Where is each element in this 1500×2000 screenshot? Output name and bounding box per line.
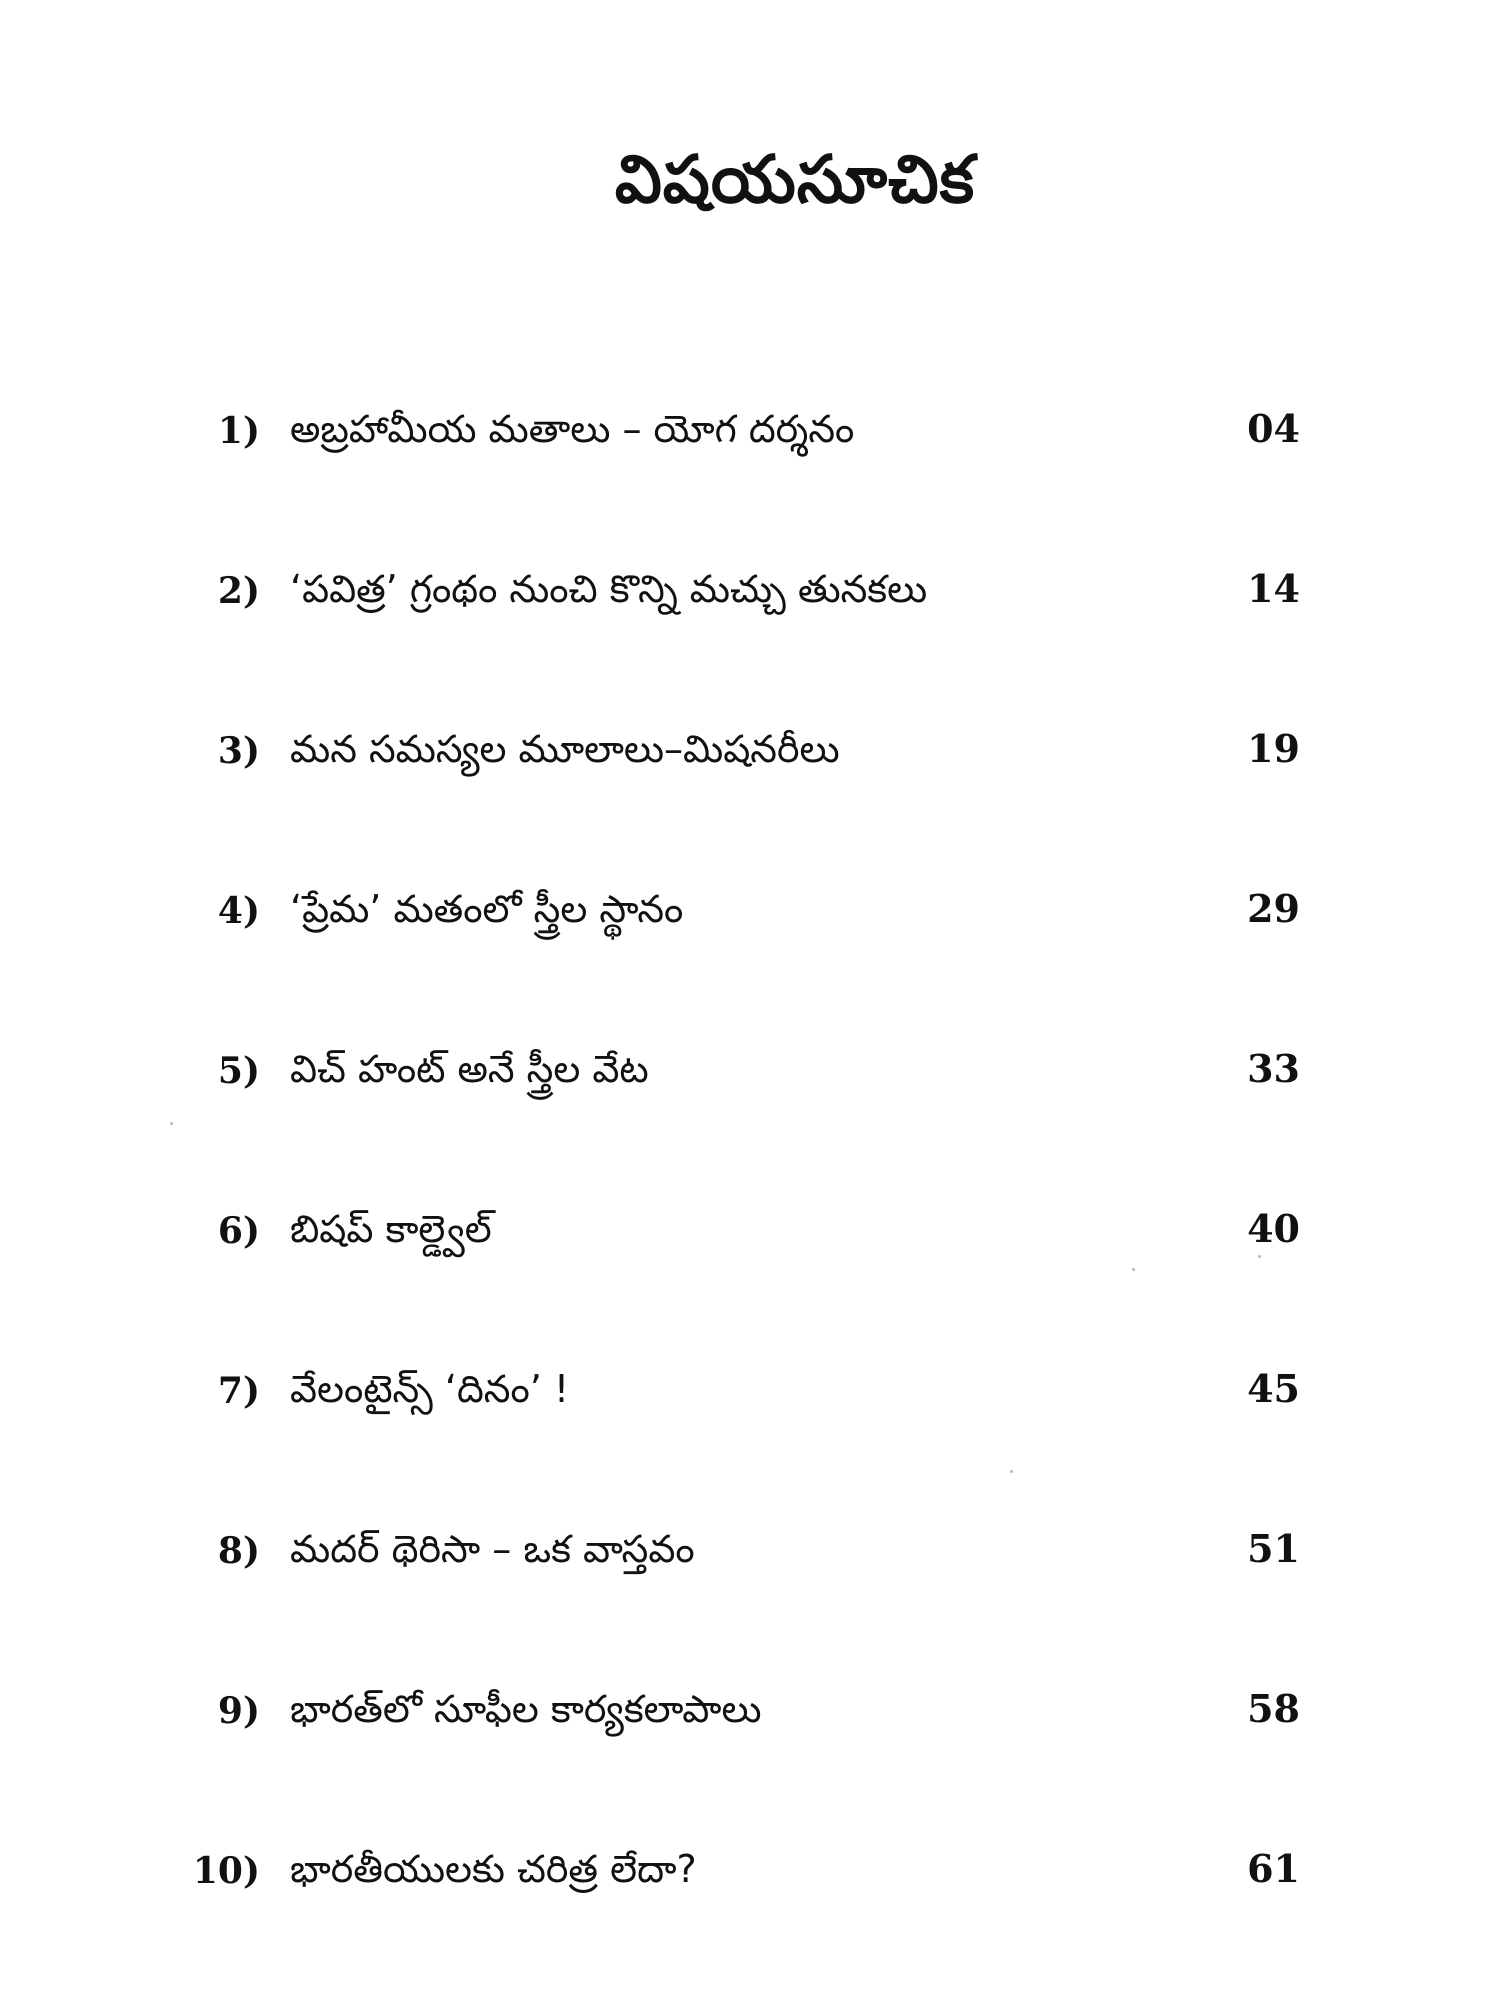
toc-entry <box>0 715 1500 875</box>
entry-page-number: 14 <box>1247 566 1300 611</box>
entry-number: 2) <box>217 570 260 612</box>
scan-speck <box>170 1122 173 1125</box>
entry-page-number: 33 <box>1247 1046 1300 1091</box>
toc-entry <box>0 1355 1500 1515</box>
toc-entry <box>0 1035 1500 1195</box>
toc-entry <box>0 395 1500 555</box>
entry-number: 6) <box>217 1210 260 1252</box>
entry-number: 3) <box>217 730 260 772</box>
entry-page-number: 45 <box>1247 1366 1300 1411</box>
entry-number: 10) <box>192 1850 260 1892</box>
page-title: విషయసూచిక <box>614 141 976 218</box>
entry-page-number: 29 <box>1247 886 1300 931</box>
entry-page-number: 04 <box>1247 406 1300 451</box>
scan-speck <box>1258 1255 1261 1258</box>
entry-title: విచ్ హంట్ అనే స్త్రీల వేట <box>290 1047 649 1091</box>
entry-page-number: 19 <box>1247 726 1300 771</box>
toc-entry <box>0 875 1500 1035</box>
entry-title: వేలంటైన్స్ ‘దినం’ ! <box>290 1367 570 1411</box>
toc-entry <box>0 1515 1500 1675</box>
entry-number: 9) <box>217 1690 260 1732</box>
entry-number: 4) <box>217 890 260 932</box>
toc-entry <box>0 555 1500 715</box>
table-of-contents <box>0 395 1500 1995</box>
scan-speck <box>1010 1470 1013 1473</box>
toc-entry <box>0 1835 1500 1995</box>
entry-number: 5) <box>217 1050 260 1092</box>
entry-title: భారత్‌లో సూఫీల కార్యకలాపాలు <box>290 1687 762 1731</box>
entry-page-number: 40 <box>1247 1206 1300 1251</box>
entry-title: అబ్రహామీయ మతాలు – యోగ దర్శనం <box>290 407 855 451</box>
entry-page-number: 51 <box>1247 1526 1300 1571</box>
entry-title: మదర్ థెరిసా – ఒక వాస్తవం <box>290 1527 695 1571</box>
entry-title: భారతీయులకు చరిత్ర లేదా? <box>290 1847 697 1891</box>
entry-title: బిషప్ కాల్డ్వెల్ <box>290 1207 492 1251</box>
entry-page-number: 58 <box>1247 1686 1300 1731</box>
entry-number: 1) <box>217 410 260 452</box>
entry-number: 8) <box>217 1530 260 1572</box>
entry-title: ‘ప్రేమ’ మతంలో స్త్రీల స్థానం <box>290 887 684 931</box>
entry-number: 7) <box>217 1370 260 1412</box>
toc-entry <box>0 1195 1500 1355</box>
entry-title: ‘పవిత్ర’ గ్రంథం నుంచి కొన్ని మచ్చు తునకలు <box>290 567 928 611</box>
entry-title: మన సమస్యల మూలాలు–మిషనరీలు <box>290 727 840 771</box>
entry-page-number: 61 <box>1247 1846 1300 1891</box>
toc-entry <box>0 1675 1500 1835</box>
scan-speck <box>1132 1268 1135 1271</box>
